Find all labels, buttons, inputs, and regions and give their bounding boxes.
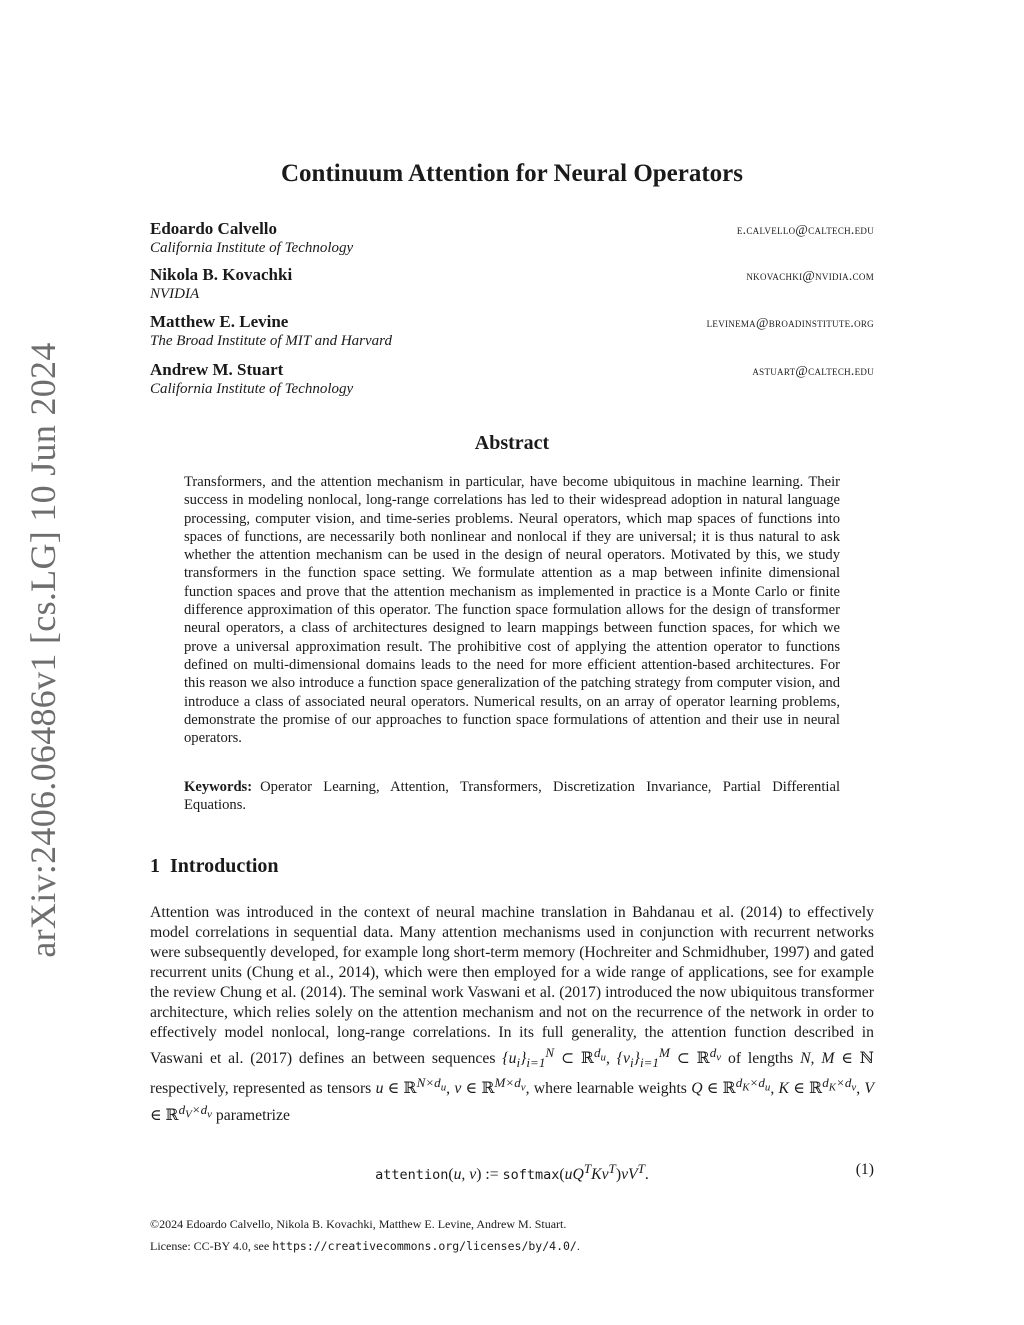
author-block: [150, 219, 874, 263]
author-block: [150, 265, 874, 309]
author-email[interactable]: nkovachki@nvidia.com: [746, 268, 874, 283]
equation-1: [150, 1161, 874, 1183]
keywords-text: Operator Learning, Attention, Transformers, Discretization Invariance, Partial Differential Equations.: [184, 779, 840, 814]
author-affiliation: NVIDIA: [150, 286, 200, 302]
abstract-heading: Abstract: [474, 432, 550, 454]
intro-text-part4: , where learnable weights: [525, 1080, 687, 1098]
author-name: Matthew E. Levine: [150, 312, 289, 331]
abstract-body: [184, 473, 840, 747]
author-email[interactable]: e.calvello@caltech.edu: [736, 222, 874, 237]
license-prefix: License: CC-BY 4.0, see: [150, 1239, 270, 1253]
equation-softmax: softmax: [502, 1167, 560, 1184]
license-suffix: .: [576, 1239, 580, 1253]
abstract-text: Transformers, and the attention mechanism in particular, have become ubiquitous in machine learning. Their success in modeling nonlocal, long-range correlations has led to their widespread adoption in natural language processing, computer vision, and time-series problems. Neural operators, which map spaces of functions into spaces of functions, are necessarily both nonlinear and nonlocal if they are universal; it is thus natural to ask whether the attention mechanism can be used in the design of neural operators. Motivated by this, we study transformers in the function space setting. We formulate attention as a map between infinite dimensional function spaces and prove that the attention mechanism as implemented in practice is a Monte Carlo or finite difference approximation of this operator. The function space formulation allows for the design of transformer neural operators, a class of architectures designed to learn mappings between function spaces, for which we prove a universal approximation result. The prohibitive cost of applying the attention operator to functions defined on multi-dimensional domains leads to the need for more efficient attention-based architectures. For this reason we also introduce a function space generalization of the patching strategy from computer vision, and introduce a class of associated neural operators. Numerical results, on an array of operator learning problems, demonstrate the promise of our approaches to function space formulations of attention and their use in neural operators.: [184, 474, 840, 747]
intro-text-part5: parametrize: [215, 1106, 290, 1124]
section-title: Introduction: [170, 855, 279, 877]
arxiv-identifier: arXiv:2406.06486v1 [cs.LG] 10 Jun 2024: [23, 342, 63, 958]
author-affiliation: California Institute of Technology: [150, 240, 354, 256]
equation-number: (1): [855, 1161, 874, 1178]
keywords-label: Keywords:: [184, 779, 253, 795]
intro-text-part3: respectively, represented as tensors: [150, 1080, 372, 1098]
copyright-line: ©2024 Edoardo Calvello, Nikola B. Kovachki, Matthew E. Levine, Andrew M. Stuart.: [150, 1217, 567, 1231]
equation-body: attention(u, v) := $softmax(uQ^TKv^T)vV^T$.: [375, 1161, 649, 1184]
section-heading: [150, 855, 279, 878]
author-block: [150, 312, 874, 356]
intro-text-part2: of lengths: [727, 1050, 794, 1068]
introduction-paragraph: [150, 903, 874, 1126]
author-affiliation: California Institute of Technology: [150, 381, 354, 397]
footer: [150, 1213, 874, 1257]
author-email[interactable]: levinema@broadinstitute.org: [706, 315, 874, 330]
intro-text: Attention was introduced in the context of neural machine translation in Bahdanau et al. (2014) to effectively model correlations in sequential data. Many attention mechanisms used in conjunction with recurrent networks were subsequently developed, for example long short-term memory (Hochreiter and Schmidhuber, 1997) and gated recurrent units (Chung et al., 2014), which were then employed for a wide range of applications, see for example the review Chung et al. (2014). The seminal work Vaswani et al. (2017) introduced the now ubiquitous transformer architecture, which relies solely on the attention mechanism and not on the recurrence of the network in order to effectively model nonlocal, long-range correlations. In its full generality, the attention function described in Vaswani et al. (2017) defines an between sequences $\{u_i\}_{i=1}^N$ ⊂ ℝ$^{d_u}$, $\{v_i\}_{i=1}^M$ ⊂ ℝ$^{d_v}$ of lengths N, M ∈ ℕ respectively, represented as tensors u ∈ ℝ$^{N\times d_u}$, v ∈ ℝ$^{M\times d_v}$, where learnable weights Q ∈ ℝ$^{d_K\times d_u}$, K ∈ ℝ$^{d_K\times d_v}$, V ∈ ℝ$^{d_V\times d_v}$ parametrize: [150, 904, 875, 1124]
author-name: Andrew M. Stuart: [150, 360, 284, 379]
author-block: [150, 360, 874, 404]
author-email[interactable]: astuart@caltech.edu: [752, 363, 874, 378]
paper-title: Continuum Attention for Neural Operators: [280, 160, 744, 187]
license-url-link[interactable]: https://creativecommons.org/licenses/by/4.0/: [272, 1239, 577, 1253]
keywords: [184, 778, 840, 815]
equation-attention: attention: [375, 1167, 449, 1184]
author-affiliation: The Broad Institute of MIT and Harvard: [150, 333, 392, 349]
author-name: Edoardo Calvello: [150, 219, 278, 238]
section-number: 1: [150, 855, 160, 877]
intro-text-part1: Attention was introduced in the context of neural machine translation in Bahdanau et al. (2014) to effectively model correlations in sequential data. Many attention mechanisms used in conjunction with recurrent networks were subsequently developed, for example long short-term memory (Hochreiter and Schmidhuber, 1997) and gated recurrent units (Chung et al., 2014), which were then employed for a wide range of applications, see for example the review Chung et al. (2014). The seminal work Vaswani et al. (2017) introduced the now ubiquitous transformer architecture, which relies solely on the attention mechanism and not on the recurrence of the network in order to effectively model nonlocal, long-range correlations. In its full generality, the attention function described in Vaswani et al. (2017) defines an between sequences: [150, 904, 874, 1068]
author-name: Nikola B. Kovachki: [150, 265, 293, 284]
license-line: [150, 1235, 874, 1257]
